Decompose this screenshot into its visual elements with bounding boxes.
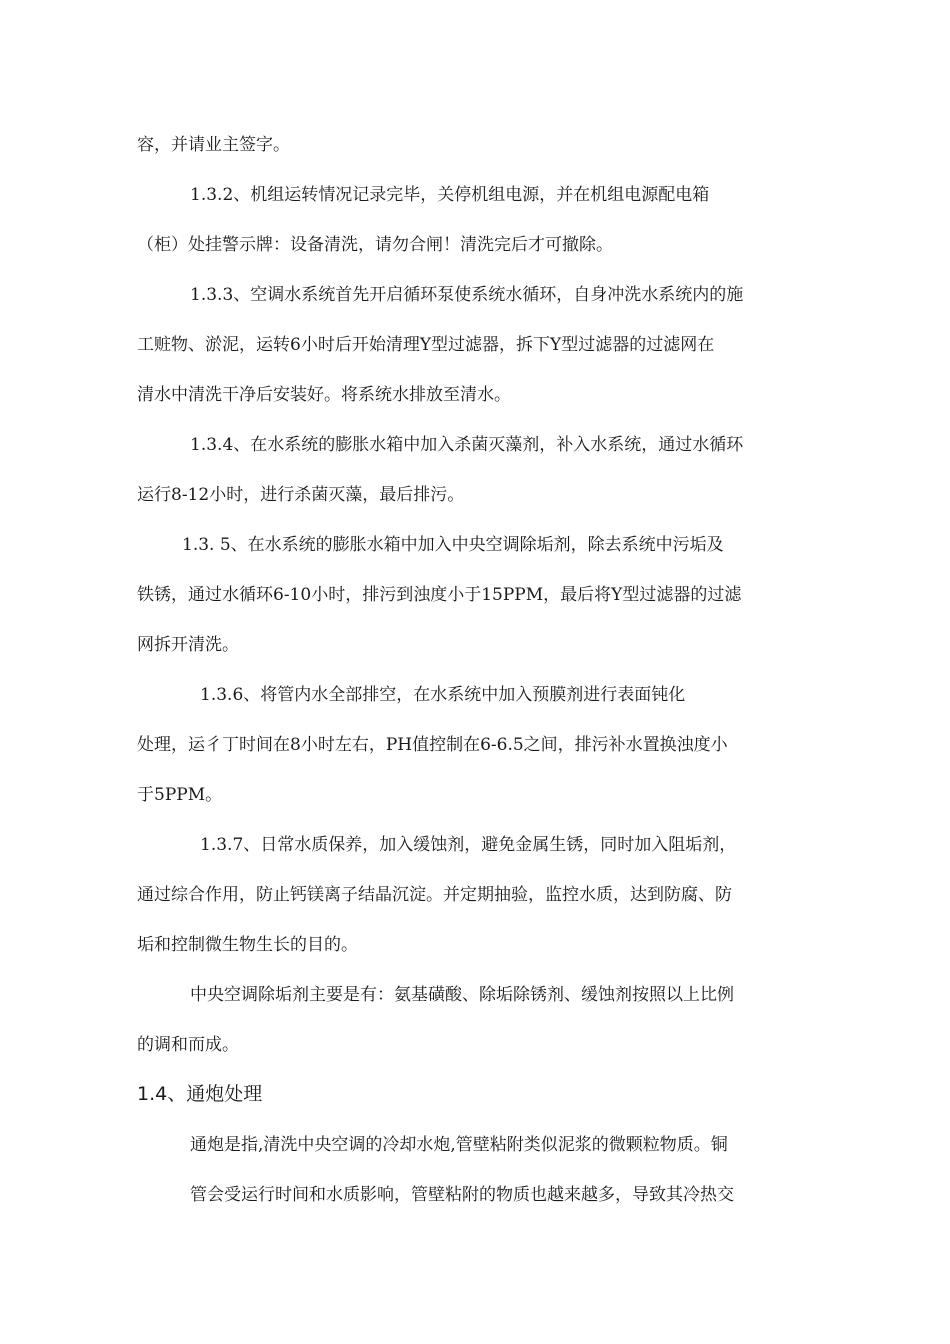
text-line: 管会受运行时间和水质影响，管壁粘附的物质也越来越多，导致其冷热交 <box>190 1185 734 1205</box>
text-line: 通过综合作用，防止钙镁离子结晶沉淀。并定期抽验，监控水质，达到防腐、防 <box>137 885 732 905</box>
text-line: 通炮是指,清洗中央空调的冷却水炮,管壁粘附类似泥浆的微颗粒物质。铜 <box>190 1135 728 1155</box>
text-line: 工赃物、淤泥，运转6小时后开始清理Y型过滤器，拆下Y型过滤器的过滤网在 <box>137 335 715 355</box>
section-heading: 1.4、通炮处理 <box>137 1083 263 1105</box>
text-line: 1.3. 5、在水系统的膨胀水箱中加入中央空调除垢剂，除去系统中污垢及 <box>182 535 724 555</box>
text-line: 网拆开清洗。 <box>137 635 239 655</box>
text-line: 1.3.4、在水系统的膨胀水箱中加入杀菌灭藻剂，补入水系统，通过水循环 <box>190 435 744 455</box>
text-line: 铁锈，通过水循环6-10小时，排污到浊度小于15PPM，最后将Y型过滤器的过滤 <box>137 585 742 605</box>
text-line: 1.3.3、空调水系统首先开启循环泵使系统水循环，自身冲洗水系统内的施 <box>190 285 744 305</box>
text-line: 容，并请业主签字。 <box>137 135 290 155</box>
text-line: 1.3.6、将管内水全部排空，在水系统中加入预膜剂进行表面钝化 <box>200 685 686 705</box>
text-line: 1.3.7、日常水质保养，加入缓蚀剂，避免金属生锈，同时加入阻垢剂， <box>200 835 737 855</box>
text-line: 于5PPM。 <box>137 785 223 805</box>
text-line: 1.3.2、机组运转情况记录完毕，关停机组电源，并在机组电源配电箱 <box>190 185 710 205</box>
text-line: 的调和而成。 <box>137 1035 239 1055</box>
text-line: 清水中清洗干净后安装好。将系统水排放至清水。 <box>137 385 511 405</box>
text-line: 运行8-12小时，进行杀菌灭藻，最后排污。 <box>137 485 465 505</box>
text-line: 处理，运彳丁时间在8小时左右，PH值控制在6-6.5之间，排污补水置换浊度小 <box>137 735 728 755</box>
text-line: 垢和控制微生物生长的目的。 <box>137 935 358 955</box>
text-line: 中央空调除垢剂主要是有：氨基磺酸、除垢除锈剂、缓蚀剂按照以上比例 <box>190 985 734 1005</box>
text-line: （柜）处挂警示牌：设备清洗，请勿合闸！清洗完后才可撤除。 <box>137 235 613 255</box>
